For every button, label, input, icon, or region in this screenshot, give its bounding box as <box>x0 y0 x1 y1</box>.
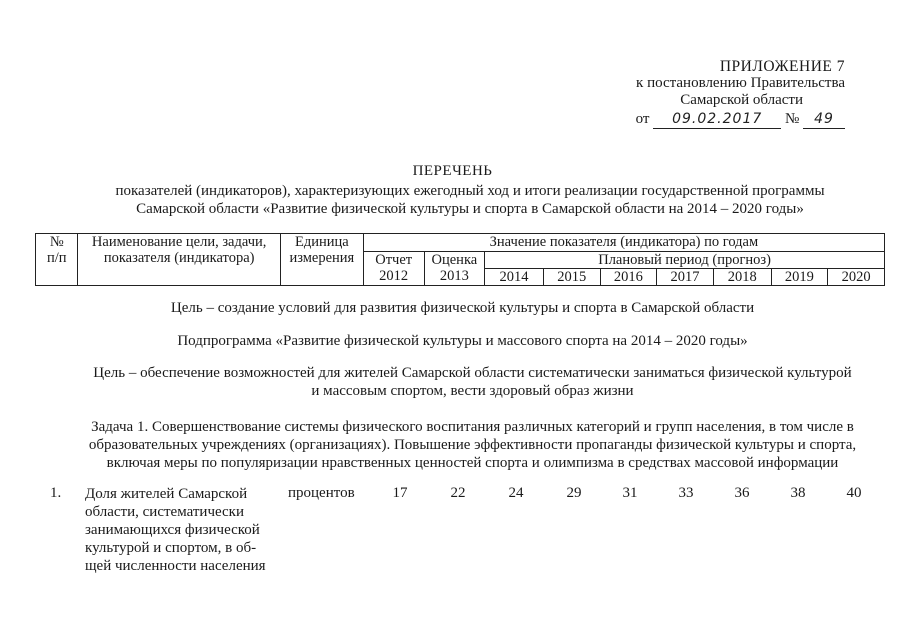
row-name-line: щей численности населения <box>85 558 266 574</box>
goal2-line1: Цель – обеспечение возможностей для жителей Самарской области систематически заниматься физической культурой <box>93 365 852 381</box>
header-report-year: 2012 <box>379 268 409 284</box>
number-label: № <box>784 111 800 127</box>
row-value-2019: 38 <box>790 485 806 501</box>
header-plan-year: 2020 <box>828 269 885 286</box>
header-report-label: Отчет <box>375 252 413 268</box>
header-num-line1: № <box>49 234 64 250</box>
row-name-line: Доля жителей Самарской <box>85 486 248 502</box>
appendix-line1: к постановлению Правительства <box>636 75 845 91</box>
task-line1: Задача 1. Совершенствование системы физического воспитания различных категорий и групп населения, в том числе в <box>91 419 854 435</box>
row-value-2015: 29 <box>566 485 582 501</box>
task-text <box>55 418 890 472</box>
header-plan-year: 2018 <box>713 269 771 286</box>
header-name <box>78 234 280 286</box>
subtitle-line2: Самарской области «Развитие физической культуры и спорта в Самарской области на 2014 – 2020 годы» <box>136 201 804 217</box>
header-num-line2: п/п <box>46 250 67 266</box>
row-value-2016: 31 <box>622 485 638 501</box>
header-plan-year: 2014 <box>485 269 544 286</box>
appendix-date-line <box>545 111 845 129</box>
goal2-line2: и массовым спортом, вести здоровый образ жизни <box>311 383 634 399</box>
header-plan-year: 2015 <box>543 269 600 286</box>
row-value-2017: 33 <box>678 485 694 501</box>
document-title: ПЕРЕЧЕНЬ <box>412 163 493 179</box>
appendix-line2: Самарской области <box>680 92 803 108</box>
row-value-2012: 17 <box>392 485 408 501</box>
header-name-line1: Наименование цели, задачи, <box>91 234 267 250</box>
task-line3: включая меры по популяризации нравственных ценностей спорта и олимпизма в средствах массовой информации <box>106 455 839 471</box>
row-value-2020: 40 <box>846 485 862 501</box>
header-estimate <box>424 252 485 286</box>
header-estimate-label: Оценка <box>431 252 478 268</box>
from-label: от <box>635 111 650 127</box>
header-plan-year: 2016 <box>600 269 657 286</box>
appendix-block <box>545 58 845 129</box>
row-value-2013: 22 <box>450 485 466 501</box>
header-values-group: Значение показателя (индикатора) по годам <box>363 234 884 252</box>
row-name-line: занимающихся физической <box>85 522 260 538</box>
header-unit-line2: измерения <box>289 250 355 266</box>
document-subtitle <box>60 182 880 218</box>
header-plan-year: 2017 <box>657 269 714 286</box>
row-value-2014: 24 <box>508 485 524 501</box>
header-report <box>363 252 424 286</box>
subtitle-line1: показателей (индикаторов), характеризующих ежегодный ход и итоги реализации государственной программы <box>115 183 825 199</box>
header-estimate-year: 2013 <box>439 268 469 284</box>
row-num: 1. <box>50 485 62 501</box>
row-unit: процентов <box>288 485 355 501</box>
handwritten-number: 49 <box>814 111 834 127</box>
header-plan-year: 2019 <box>771 269 828 286</box>
header-name-line2: показателя (индикатора) <box>103 250 255 266</box>
row-name-line: культурой и спортом, в об- <box>85 540 257 556</box>
task-line2: образовательных учреждениях (организациях). Повышение эффективности пропаганды физической культуры и спорта, <box>88 437 857 453</box>
header-num <box>36 234 78 286</box>
goal2-text <box>60 364 885 400</box>
goal-text: Цель – создание условий для развития физической культуры и спорта в Самарской области <box>170 300 755 316</box>
appendix-title: ПРИЛОЖЕНИЕ 7 <box>719 58 845 75</box>
subprogram-text: Подпрограмма «Развитие физической культуры и массового спорта на 2014 – 2020 годы» <box>177 333 748 349</box>
row-name <box>85 485 285 575</box>
row-name-line: области, систематически <box>85 504 244 520</box>
indicator-table-header <box>35 233 885 286</box>
header-unit <box>280 234 363 286</box>
header-unit-line1: Единица <box>294 234 349 250</box>
header-plan-period: Плановый период (прогноз) <box>485 252 885 269</box>
row-value-2018: 36 <box>734 485 750 501</box>
handwritten-date: 09.02.2017 <box>672 111 763 127</box>
